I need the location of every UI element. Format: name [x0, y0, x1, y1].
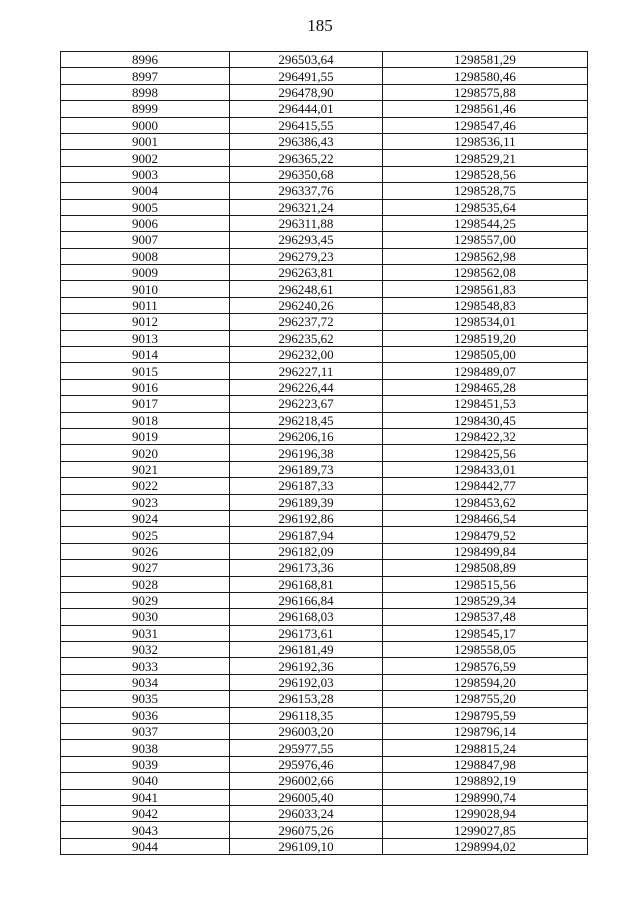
x-coordinate-cell: 296218,45: [230, 412, 383, 428]
point-number-cell: 9041: [61, 789, 230, 805]
x-coordinate-cell: 296444,01: [230, 101, 383, 117]
table-row: [61, 724, 588, 740]
point-number-cell: 9001: [61, 133, 230, 149]
table-row: [61, 674, 588, 690]
page-number: 185: [307, 16, 333, 35]
x-coordinate-cell: 296192,86: [230, 510, 383, 526]
y-coordinate-cell: 1298425,56: [383, 445, 588, 461]
x-coordinate-cell: 296415,55: [230, 117, 383, 133]
point-number-cell: 9028: [61, 576, 230, 592]
x-coordinate-cell: 296227,11: [230, 363, 383, 379]
table-row: [61, 756, 588, 772]
table-row: [61, 84, 588, 100]
y-coordinate-cell: 1298594,20: [383, 674, 588, 690]
table-row: [61, 609, 588, 625]
y-coordinate-cell: 1298994,02: [383, 838, 588, 854]
point-number-cell: 9016: [61, 379, 230, 395]
point-number-cell: 9044: [61, 838, 230, 854]
point-number-cell: 9007: [61, 232, 230, 248]
point-number-cell: 9024: [61, 510, 230, 526]
y-coordinate-cell: 1298466,54: [383, 510, 588, 526]
point-number-cell: 9002: [61, 150, 230, 166]
y-coordinate-cell: 1298796,14: [383, 724, 588, 740]
point-number-cell: 9029: [61, 592, 230, 608]
y-coordinate-cell: 1298755,20: [383, 691, 588, 707]
x-coordinate-cell: 296263,81: [230, 265, 383, 281]
x-coordinate-cell: 296365,22: [230, 150, 383, 166]
y-coordinate-cell: 1298892,19: [383, 773, 588, 789]
x-coordinate-cell: 296279,23: [230, 248, 383, 264]
table-row: [61, 363, 588, 379]
y-coordinate-cell: 1298547,46: [383, 117, 588, 133]
y-coordinate-cell: 1298535,64: [383, 199, 588, 215]
x-coordinate-cell: 295977,55: [230, 740, 383, 756]
y-coordinate-cell: 1298515,56: [383, 576, 588, 592]
table-row: [61, 691, 588, 707]
x-coordinate-cell: 296337,76: [230, 183, 383, 199]
table-row: [61, 379, 588, 395]
point-number-cell: 9018: [61, 412, 230, 428]
x-coordinate-cell: 296321,24: [230, 199, 383, 215]
y-coordinate-cell: 1298562,08: [383, 265, 588, 281]
y-coordinate-cell: 1298847,98: [383, 756, 588, 772]
x-coordinate-cell: 296187,94: [230, 527, 383, 543]
x-coordinate-cell: 296248,61: [230, 281, 383, 297]
y-coordinate-cell: 1298528,75: [383, 183, 588, 199]
table-row: [61, 822, 588, 838]
point-number-cell: 9006: [61, 215, 230, 231]
table-row: [61, 347, 588, 363]
point-number-cell: 9038: [61, 740, 230, 756]
table-row: [61, 68, 588, 84]
y-coordinate-cell: 1298505,00: [383, 347, 588, 363]
table-body: [61, 52, 588, 855]
x-coordinate-cell: 296166,84: [230, 592, 383, 608]
table-row: [61, 215, 588, 231]
y-coordinate-cell: 1298575,88: [383, 84, 588, 100]
x-coordinate-cell: 296293,45: [230, 232, 383, 248]
x-coordinate-cell: 296002,66: [230, 773, 383, 789]
y-coordinate-cell: 1298489,07: [383, 363, 588, 379]
point-number-cell: 9004: [61, 183, 230, 199]
point-number-cell: 8996: [61, 52, 230, 68]
point-number-cell: 9042: [61, 805, 230, 821]
table-row: [61, 740, 588, 756]
y-coordinate-cell: 1298537,48: [383, 609, 588, 625]
x-coordinate-cell: 296196,38: [230, 445, 383, 461]
point-number-cell: 9030: [61, 609, 230, 625]
table-row: [61, 101, 588, 117]
point-number-cell: 9019: [61, 428, 230, 444]
point-number-cell: 9022: [61, 478, 230, 494]
x-coordinate-cell: 296192,36: [230, 658, 383, 674]
y-coordinate-cell: 1298561,46: [383, 101, 588, 117]
y-coordinate-cell: 1298576,59: [383, 658, 588, 674]
x-coordinate-cell: 296003,20: [230, 724, 383, 740]
table-row: [61, 707, 588, 723]
point-number-cell: 9027: [61, 560, 230, 576]
point-number-cell: 9000: [61, 117, 230, 133]
point-number-cell: 8997: [61, 68, 230, 84]
x-coordinate-cell: 296189,39: [230, 494, 383, 510]
x-coordinate-cell: 296491,55: [230, 68, 383, 84]
x-coordinate-cell: 296182,09: [230, 543, 383, 559]
point-number-cell: 8999: [61, 101, 230, 117]
x-coordinate-cell: 296173,36: [230, 560, 383, 576]
y-coordinate-cell: 1298433,01: [383, 461, 588, 477]
x-coordinate-cell: 296240,26: [230, 297, 383, 313]
table-row: [61, 543, 588, 559]
table-row: [61, 297, 588, 313]
point-number-cell: 9017: [61, 396, 230, 412]
x-coordinate-cell: 296192,03: [230, 674, 383, 690]
table-row: [61, 658, 588, 674]
table-row: [61, 150, 588, 166]
point-number-cell: 9039: [61, 756, 230, 772]
table-row: [61, 330, 588, 346]
table-row: [61, 199, 588, 215]
y-coordinate-cell: 1298479,52: [383, 527, 588, 543]
y-coordinate-cell: 1298580,46: [383, 68, 588, 84]
y-coordinate-cell: 1298430,45: [383, 412, 588, 428]
point-number-cell: 9032: [61, 642, 230, 658]
point-number-cell: 9011: [61, 297, 230, 313]
y-coordinate-cell: 1298529,34: [383, 592, 588, 608]
x-coordinate-cell: 295976,46: [230, 756, 383, 772]
point-number-cell: 9031: [61, 625, 230, 641]
y-coordinate-cell: 1298536,11: [383, 133, 588, 149]
y-coordinate-cell: 1298795,59: [383, 707, 588, 723]
table-row: [61, 117, 588, 133]
x-coordinate-cell: 296350,68: [230, 166, 383, 182]
point-number-cell: 9034: [61, 674, 230, 690]
x-coordinate-cell: 296173,61: [230, 625, 383, 641]
table-row: [61, 461, 588, 477]
point-number-cell: 9037: [61, 724, 230, 740]
table-row: [61, 560, 588, 576]
y-coordinate-cell: 1298453,62: [383, 494, 588, 510]
y-coordinate-cell: 1298544,25: [383, 215, 588, 231]
point-number-cell: 9026: [61, 543, 230, 559]
table-row: [61, 248, 588, 264]
point-number-cell: 9013: [61, 330, 230, 346]
table-row: [61, 166, 588, 182]
point-number-cell: 9009: [61, 265, 230, 281]
y-coordinate-cell: 1298529,21: [383, 150, 588, 166]
y-coordinate-cell: 1299028,94: [383, 805, 588, 821]
x-coordinate-cell: 296237,72: [230, 314, 383, 330]
x-coordinate-cell: 296005,40: [230, 789, 383, 805]
x-coordinate-cell: 296232,00: [230, 347, 383, 363]
point-number-cell: 9035: [61, 691, 230, 707]
y-coordinate-cell: 1298562,98: [383, 248, 588, 264]
point-number-cell: 9040: [61, 773, 230, 789]
point-number-cell: 8998: [61, 84, 230, 100]
y-coordinate-cell: 1298545,17: [383, 625, 588, 641]
x-coordinate-cell: 296235,62: [230, 330, 383, 346]
x-coordinate-cell: 296386,43: [230, 133, 383, 149]
table-row: [61, 642, 588, 658]
y-coordinate-cell: 1298528,56: [383, 166, 588, 182]
table-row: [61, 412, 588, 428]
table-row: [61, 576, 588, 592]
x-coordinate-cell: 296503,64: [230, 52, 383, 68]
point-number-cell: 9033: [61, 658, 230, 674]
table-row: [61, 789, 588, 805]
point-number-cell: 9025: [61, 527, 230, 543]
x-coordinate-cell: 296187,33: [230, 478, 383, 494]
y-coordinate-cell: 1298581,29: [383, 52, 588, 68]
point-number-cell: 9043: [61, 822, 230, 838]
y-coordinate-cell: 1298465,28: [383, 379, 588, 395]
y-coordinate-cell: 1298561,83: [383, 281, 588, 297]
table-row: [61, 314, 588, 330]
y-coordinate-cell: 1298990,74: [383, 789, 588, 805]
x-coordinate-cell: 296226,44: [230, 379, 383, 395]
point-number-cell: 9023: [61, 494, 230, 510]
y-coordinate-cell: 1298534,01: [383, 314, 588, 330]
table-row: [61, 478, 588, 494]
point-number-cell: 9012: [61, 314, 230, 330]
y-coordinate-cell: 1298451,53: [383, 396, 588, 412]
table-row: [61, 428, 588, 444]
point-number-cell: 9008: [61, 248, 230, 264]
table-row: [61, 510, 588, 526]
x-coordinate-cell: 296189,73: [230, 461, 383, 477]
y-coordinate-cell: 1298548,83: [383, 297, 588, 313]
x-coordinate-cell: 296311,88: [230, 215, 383, 231]
y-coordinate-cell: 1298442,77: [383, 478, 588, 494]
point-number-cell: 9021: [61, 461, 230, 477]
table-row: [61, 592, 588, 608]
table-row: [61, 805, 588, 821]
table-row: [61, 281, 588, 297]
table-row: [61, 838, 588, 854]
x-coordinate-cell: 296033,24: [230, 805, 383, 821]
point-number-cell: 9003: [61, 166, 230, 182]
x-coordinate-cell: 296109,10: [230, 838, 383, 854]
x-coordinate-cell: 296168,81: [230, 576, 383, 592]
table-row: [61, 527, 588, 543]
y-coordinate-cell: 1298519,20: [383, 330, 588, 346]
table-row: [61, 445, 588, 461]
x-coordinate-cell: 296223,67: [230, 396, 383, 412]
y-coordinate-cell: 1298557,00: [383, 232, 588, 248]
x-coordinate-cell: 296153,28: [230, 691, 383, 707]
x-coordinate-cell: 296478,90: [230, 84, 383, 100]
table-row: [61, 396, 588, 412]
table-row: [61, 265, 588, 281]
table-row: [61, 773, 588, 789]
x-coordinate-cell: 296168,03: [230, 609, 383, 625]
table-row: [61, 52, 588, 68]
x-coordinate-cell: 296118,35: [230, 707, 383, 723]
table-row: [61, 625, 588, 641]
point-number-cell: 9010: [61, 281, 230, 297]
table-row: [61, 232, 588, 248]
y-coordinate-cell: 1298422,32: [383, 428, 588, 444]
x-coordinate-cell: 296075,26: [230, 822, 383, 838]
point-number-cell: 9015: [61, 363, 230, 379]
x-coordinate-cell: 296206,16: [230, 428, 383, 444]
point-number-cell: 9014: [61, 347, 230, 363]
y-coordinate-cell: 1298558,05: [383, 642, 588, 658]
table-row: [61, 183, 588, 199]
y-coordinate-cell: 1298499,84: [383, 543, 588, 559]
point-number-cell: 9020: [61, 445, 230, 461]
y-coordinate-cell: 1299027,85: [383, 822, 588, 838]
point-number-cell: 9005: [61, 199, 230, 215]
table-row: [61, 494, 588, 510]
y-coordinate-cell: 1298815,24: [383, 740, 588, 756]
table-row: [61, 133, 588, 149]
point-number-cell: 9036: [61, 707, 230, 723]
y-coordinate-cell: 1298508,89: [383, 560, 588, 576]
coordinates-table: [60, 51, 588, 855]
x-coordinate-cell: 296181,49: [230, 642, 383, 658]
